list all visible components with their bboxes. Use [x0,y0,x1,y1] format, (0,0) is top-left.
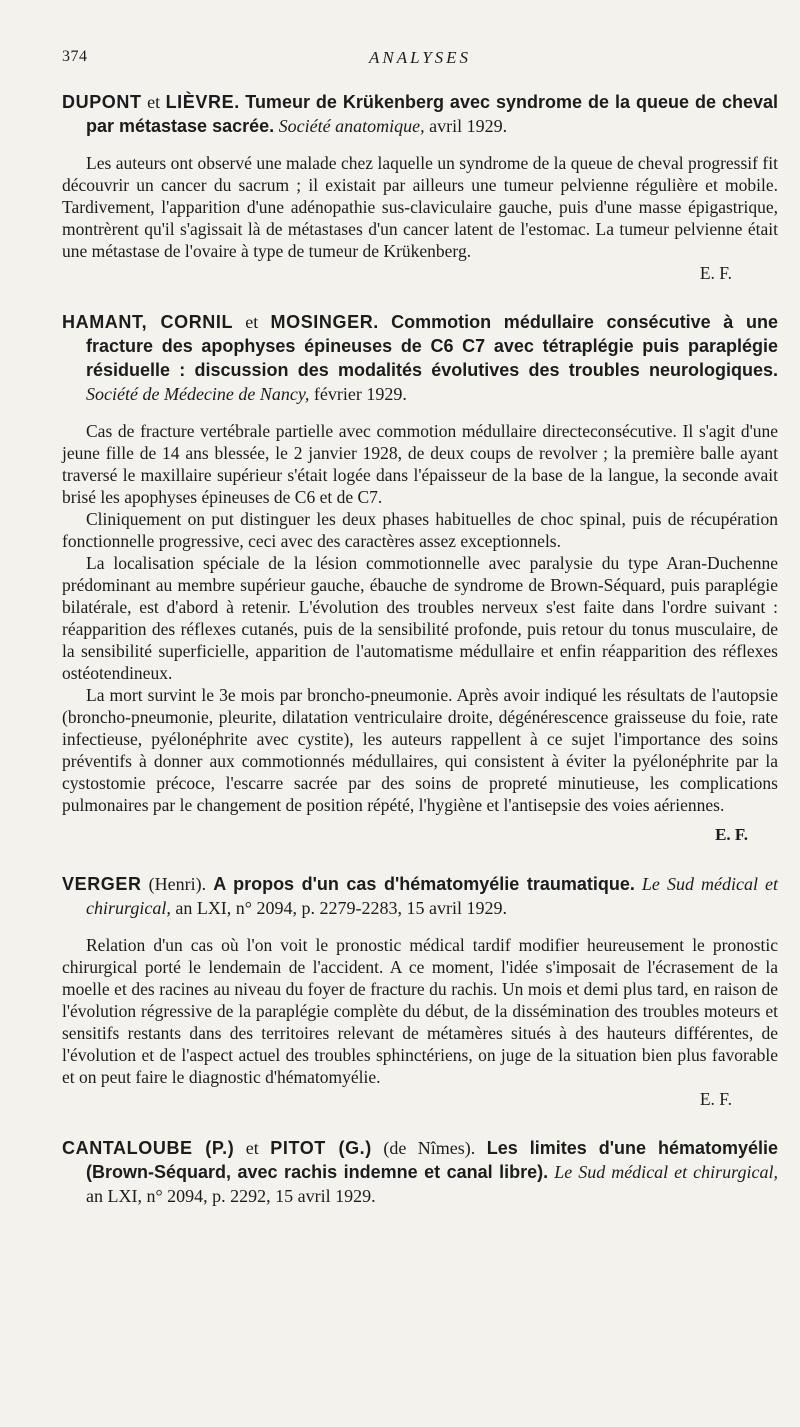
date: an LXI, n° 2094, p. 2292, 15 avril 1929. [86,1186,376,1206]
abstract-entry-hamant [62,310,778,846]
source: Le Sud médical et chirurgical, [86,874,779,918]
author-location: (de Nîmes). [383,1138,476,1158]
abstract-entry-cantaloube [62,1136,778,1208]
authors: HAMANT, CORNIL [62,312,234,332]
date: avril 1929. [429,116,508,136]
article-title: Les limites d'une hématomyélie (Brown-Séquard, avec rachis indemne et canal libre). [86,1138,779,1182]
source: Société anatomique, [278,116,425,136]
abstract-body [62,420,778,846]
entry-header [62,1136,778,1208]
paragraph: Relation d'un cas où l'on voit le pronostic médical tardif modifier heureusement le pronostic chirurgical porté le lendemain de l'accident. A ce moment, l'idée s'imposait de l'écrasement de la moelle et des racines au niveau du foyer de fracture du rachis. Un mois et demi plus tard, en raison de l'évolution régressive de la paraplégie complète du début, de la dissémination des troubles moteurs et sensitifs restants dans des territoires relevant de métamères situés à des hauteurs différentes, de l'évolution et de l'aspect actuel des troubles sphinctériens, on juge de la situation bien plus favorable et on peut faire le diagnostic d'hématomyélie. [62,935,778,1087]
author-conjunction: et [147,92,161,112]
authors-second: LIÈVRE. [165,92,240,112]
paragraph: La mort survint le 3e mois par broncho-pneumonie. Après avoir indiqué les résultats de l'autopsie (broncho-pneumonie, pleurite, dilatation ventriculaire droite, dégénérescence graisseuse du foie, rate infectieuse, pyélonéphrite avec cystite), les auteurs rappellent à ce sujet l'importance des soins préventifs à donner aux commotionnés médullaires, qui consistent à éviter la pyélonéphrite par la cystostomie précoce, l'escarre sacrée par des soins de propreté minutieuse, les complications pulmonaires par le changement de position répété, l'hygiène et l'antisepsie des voies aériennes. [62,685,778,815]
page [62,48,778,1208]
authors-second: PITOT (G.) [270,1138,372,1158]
article-title: Commotion médullaire consécutive à une fracture des apophyses épineuses de C6 C7 avec tétraplégie puis paraplégie résiduelle : discussion des modalités évolutives des troubles neurologiques. [86,312,779,380]
author-given-name: (Henri). [148,874,207,894]
source: Le Sud médical et chirurgical, [554,1162,779,1182]
authors: VERGER [62,874,142,894]
date: février 1929. [313,384,407,404]
running-head [62,48,778,74]
abstract-entry-dupont [62,90,778,284]
entry-header [62,310,778,406]
author-conjunction: et [245,1138,259,1158]
date: an LXI, n° 2094, p. 2279-2283, 15 avril 1929. [175,898,507,918]
signature: E. F. [699,1089,732,1109]
entry-header [62,90,778,138]
authors: CANTALOUBE (P.) [62,1138,235,1158]
section-title: ANALYSES [368,48,472,67]
abstract-body [62,934,778,1110]
article-title: Tumeur de Krükenberg avec syndrome de la queue de cheval par métastase sacrée. [86,92,778,136]
paragraph: La localisation spéciale de la lésion commotionnelle avec paralysie du type Aran-Duchenne prédominant au membre supérieur gauche, ébauche de syndrome de Brown-Séquard, puis paraplégie bilatérale, est d'abord à retenir. L'évolution des troubles nerveux s'est faite dans l'ordre suivant : réapparition des réflexes cutanés, puis de la sensibilité profonde, puis retour du tonus musculaire, de la sensibilité superficielle, apparition de l'automatisme médullaire et enfin réapparition des réflexes ostéotendineux. [62,553,778,683]
abstract-entry-verger [62,872,778,1110]
paragraph: Les auteurs ont observé une malade chez laquelle un syndrome de la queue de cheval progressif fit découvrir un cancer du sacrum ; il existait par ailleurs une tumeur pelvienne régulière et mobile. Tardivement, l'apparition d'une adénopathie sus-claviculaire gauche, puis d'une masse épigastrique, montrèrent qu'il s'agissait là de métastases d'un cancer latent de l'estomac. La tumeur pelvienne était une métastase de l'ovaire à type de tumeur de Krükenberg. [62,153,778,261]
paragraph: Cliniquement on put distinguer les deux phases habituelles de choc spinal, puis de récupération fonctionnelle progressive, ceci avec des caractères assez exceptionnels. [62,509,778,551]
entry-header [62,872,778,920]
article-title: A propos d'un cas d'hématomyélie traumatique. [213,874,635,894]
author-conjunction: et [245,312,259,332]
signature: E. F. [699,263,732,283]
paragraph: Cas de fracture vertébrale partielle avec commotion médullaire directeconsécutive. Il s'agit d'une jeune fille de 14 ans blessée, le 2 janvier 1928, de deux coups de revolver ; la première balle ayant traversé le maxillaire supérieur s'était logée dans l'épaisseur de la base de la langue, la seconde avait brisé les apophyses épineuses de C6 et de C7. [62,421,778,507]
signature: E. F. [715,825,748,844]
authors: DUPONT [62,92,142,112]
source: Société de Médecine de Nancy, [86,384,310,404]
authors-second: MOSINGER. [270,312,379,332]
abstract-body [62,152,778,284]
page-number: 374 [62,48,88,65]
